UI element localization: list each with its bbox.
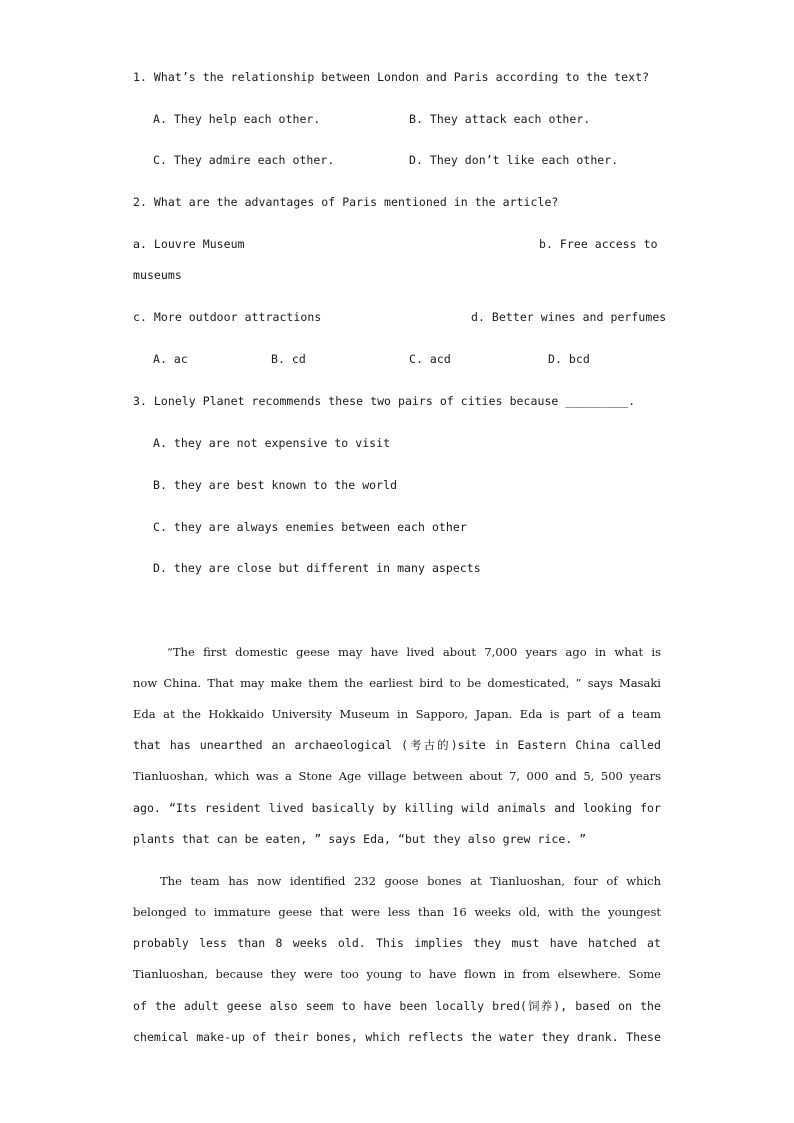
question-3-option-b: B. they are best known to the world: [153, 478, 398, 492]
question-2-item-c: c. More outdoor attractions: [133, 310, 322, 324]
passage-p1-line-3: Eda at the Hokkaido University Museum in Sapporo, Japan. Eda is part of a team: [133, 707, 661, 721]
question-3-option-c: C. they are always enemies between each other: [153, 520, 467, 534]
question-2-item-d: d. Better wines and perfumes: [471, 310, 667, 324]
question-2-option-b: B. cd: [271, 352, 306, 366]
passage-p2-line-4: Tianluoshan, because they were too young to have flown in from elsewhere. Some: [133, 967, 661, 981]
passage-p2-line-6: chemical make-up of their bones, which reflects the water they drank. These: [133, 1030, 661, 1044]
question-3-option-a: A. they are not expensive to visit: [153, 436, 391, 450]
passage-p2-line-3: probably less than 8 weeks old. This implies they must have hatched at: [133, 936, 661, 950]
question-2-item-b: b. Free access to: [539, 237, 658, 251]
question-2-stem: 2. What are the advantages of Paris mentioned in the article?: [133, 195, 559, 209]
question-1-option-c: C. They admire each other.: [153, 153, 335, 167]
question-2-option-c: C. acd: [409, 352, 451, 366]
question-2-option-d: D. bcd: [548, 352, 590, 366]
question-1-option-a: A. They help each other.: [153, 112, 321, 126]
passage-p2-line-2: belonged to immature geese that were less than 16 weeks old, with the youngest: [133, 905, 661, 919]
passage-p2-line-1: The team has now identified 232 goose bones at Tianluoshan, four of which: [160, 874, 661, 888]
question-1-option-d: D. They don’t like each other.: [409, 153, 619, 167]
question-3-option-d: D. they are close but different in many aspects: [153, 561, 481, 575]
passage-p1-line-4: that has unearthed an archaeological (考古的)site in Eastern China called: [133, 738, 661, 752]
passage-p2-line-5: of the adult geese also seem to have been locally bred(饲养), based on the: [133, 999, 661, 1013]
question-1-option-b: B. They attack each other.: [409, 112, 591, 126]
passage-p1-line-2: now China. That may make them the earliest bird to be domesticated, ” says Masaki: [133, 676, 661, 690]
question-1-stem: 1. What’s the relationship between London and Paris according to the text?: [133, 70, 650, 84]
question-2-item-b-continued: museums: [133, 268, 182, 282]
passage-p1-line-1: “The first domestic geese may have lived about 7,000 years ago in what is: [167, 645, 661, 659]
question-2-option-a: A. ac: [153, 352, 188, 366]
passage-p1-line-5: Tianluoshan, which was a Stone Age village between about 7, 000 and 5, 500 years: [133, 769, 661, 783]
question-2-item-a: a. Louvre Museum: [133, 237, 245, 251]
question-3-stem: 3. Lonely Planet recommends these two pairs of cities because _________.: [133, 394, 636, 408]
passage-p1-line-6: ago. “Its resident lived basically by killing wild animals and looking for: [133, 801, 661, 815]
passage-p1-line-7: plants that can be eaten, ” says Eda, “but they also grew rice. ”: [133, 832, 587, 846]
